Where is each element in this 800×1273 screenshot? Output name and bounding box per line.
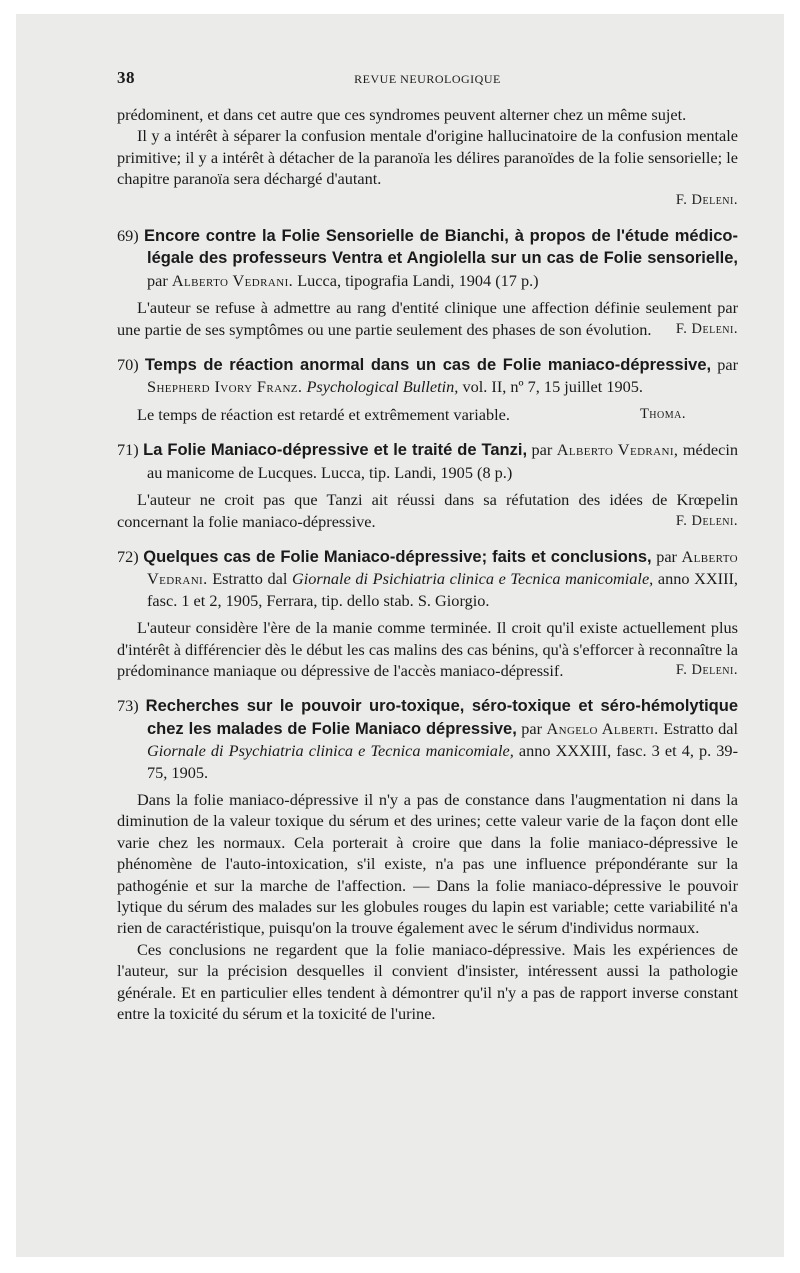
entry-title: Temps de réaction anormal dans un cas de Folie maniaco-dépressive, bbox=[144, 356, 712, 375]
entry-body bbox=[117, 404, 738, 425]
entry-body-text: Le temps de réaction est retardé et extrêmement variable. bbox=[137, 404, 510, 424]
entry-par: par bbox=[521, 718, 543, 738]
entry-heading bbox=[117, 439, 738, 483]
entry-author: Alberto Vedrani, bbox=[556, 440, 679, 460]
running-title: REVUE NEUROLOGIQUE bbox=[354, 72, 501, 86]
entry-reference-prefix: Estratto dal bbox=[663, 718, 739, 738]
entry-body-text: L'auteur considère l'ère de la manie comme terminée. Il croit qu'il existe actuellement plus d'intérêt à différencier dès le début les cas malins des cas bénins, qu'à s'efforcer à reconnaître la prédominance maniaque ou dépressive de l'accès maniaco-dépressif. bbox=[117, 618, 738, 680]
entry-par: par bbox=[656, 546, 677, 566]
entry-number: 70) bbox=[117, 355, 139, 375]
entry-author: Alberto Vedrani. bbox=[171, 270, 294, 290]
entry-journal: Giornale di Psichiatria clinica e Tecnica manicomiale, bbox=[292, 569, 654, 589]
entry-author: Alberto Vedrani. bbox=[147, 546, 738, 589]
entry-heading bbox=[117, 695, 738, 783]
entry-body: Dans la folie maniaco-dépressive il n'y a pas de constance dans l'augmentation ni dans la diminution de la valeur toxique du sérum et des urines; cette valeur varie de la façon dont elle varie chez les normaux. Cela porterait à croire que dans la folie maniaco-dépressive le phénomène de l'auto-intoxication, s'il existe, n'a pas une influence prépondérante sur la pathogénie et sur la marche de l'affection. — Dans la folie maniaco-dépressive le pouvoir lytique du sérum des malades sur les globules rouges du lapin est variable; cette variabilité n'a rien de caractéristique, puisqu'on la trouve également avec le sérum d'individus normaux. bbox=[117, 789, 738, 938]
page-header bbox=[117, 68, 738, 94]
entry-journal: Psychological Bulletin, bbox=[306, 377, 459, 397]
entry-par: par bbox=[717, 355, 739, 375]
entry-journal: Giornale di Psychiatria clinica e Tecnica manicomiale, bbox=[147, 741, 514, 761]
entry-number: 73) bbox=[117, 696, 139, 716]
entry-body-text: L'auteur se refuse à admettre au rang d'entité clinique une affection définie seulement par une partie de ses symptômes ou une partie seulement des phases de son évolution. bbox=[117, 298, 738, 339]
entry-body bbox=[117, 617, 738, 681]
entry-reference: médecin au manicome de Lucques. Lucca, tip. Landi, 1905 (8 p.) bbox=[147, 440, 739, 482]
entry-reference: anno XXXIII, fasc. 3 et 4, p. 39-75, 1905. bbox=[147, 741, 738, 782]
entry-heading bbox=[117, 354, 738, 398]
entry-body-text: L'auteur ne croit pas que Tanzi ait réussi dans sa réfutation des idées de Krœpelin concernant la folie maniaco-dépressive. bbox=[117, 490, 738, 531]
entry-69 bbox=[117, 225, 738, 340]
entry-signature: Thoma. bbox=[639, 405, 686, 422]
entry-70 bbox=[117, 354, 738, 425]
entry-title: La Folie Maniaco-dépressive et le traité de Tanzi, bbox=[143, 441, 528, 460]
entry-reference: vol. II, nº 7, 15 juillet 1905. bbox=[462, 377, 643, 397]
scanned-page bbox=[16, 14, 784, 1257]
entry-par: par bbox=[531, 440, 553, 460]
entry-reference: anno XXIII, fasc. 1 et 2, 1905, Ferrara, tip. dello stab. S. Giorgio. bbox=[147, 569, 739, 610]
entry-title: Recherches sur le pouvoir uro-toxique, séro-toxique et séro-hémolytique chez les malades de Folie Maniaco dépressive, bbox=[145, 697, 738, 738]
entry-body bbox=[117, 489, 738, 532]
entry-author: Shepherd Ivory Franz. bbox=[147, 377, 303, 397]
entry-73 bbox=[117, 695, 738, 1024]
entry-heading bbox=[117, 546, 738, 611]
entry-number: 69) bbox=[117, 226, 139, 246]
entry-body-continued: Ces conclusions ne regardent que la folie maniaco-dépressive. Mais les expériences de l'auteur, sur la précision desquelles il convient d'insister, intéressent aussi la pathologie générale. Et en particulier elles tendent à démontrer qu'il n'y a pas de rapport inverse constant entre la toxicité du sérum et la toxicité de l'urine. bbox=[117, 939, 738, 1024]
entry-signature: F. Deleni. bbox=[675, 320, 738, 337]
entry-title: Quelques cas de Folie Maniaco-dépressive; faits et conclusions, bbox=[143, 547, 652, 566]
intro-paragraph-1: prédominent, et dans cet autre que ces syndromes peuvent alterner chez un même sujet. bbox=[117, 105, 687, 124]
entry-number: 72) bbox=[117, 546, 139, 566]
entry-reference: Lucca, tipografia Landi, 1904 (17 p.) bbox=[297, 270, 539, 290]
entry-author: Angelo Alberti. bbox=[546, 718, 659, 738]
entry-number: 71) bbox=[117, 440, 139, 460]
entry-72 bbox=[117, 546, 738, 681]
entry-signature: F. Deleni. bbox=[675, 512, 738, 529]
entry-title: Encore contre la Folie Sensorielle de Bianchi, à propos de l'étude médico-légale des professeurs Ventra et Angiolella sur un cas de Folie sensorielle, bbox=[144, 227, 738, 268]
entry-signature: F. Deleni. bbox=[675, 661, 738, 678]
intro-signature: F. Deleni. bbox=[675, 191, 738, 208]
entry-reference-prefix: Estratto dal bbox=[212, 569, 288, 589]
intro-paragraph-2: Il y a intérêt à séparer la confusion mentale d'origine hallucinatoire de la confusion mentale primitive; il y a intérêt à détacher de la paranoïa les délires paranoïdes de la folie sensorielle; le chapitre paranoïa sera déchargé d'autant. bbox=[117, 126, 738, 189]
entry-body bbox=[117, 297, 738, 340]
page-number: 38 bbox=[117, 68, 135, 87]
entry-heading bbox=[117, 225, 738, 291]
entry-71 bbox=[117, 439, 738, 532]
entry-par: par bbox=[147, 270, 168, 290]
